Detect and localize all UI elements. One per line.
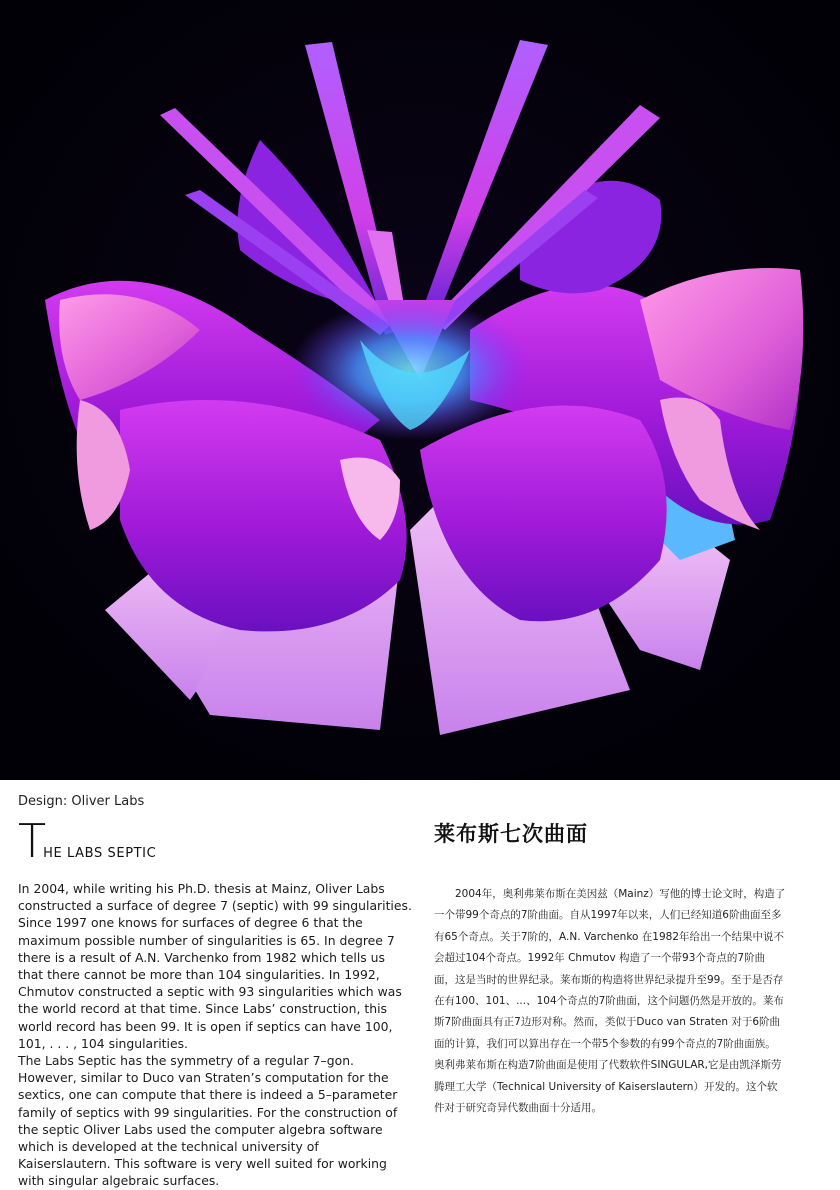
chinese-title: 莱布斯七次曲面 — [434, 822, 588, 846]
title-rest: HE LABS SEPTIC — [43, 846, 157, 861]
chinese-paragraph: 2004年，奥利弗莱布斯在美因兹（Mainz）写他的博士论文时，构造了一个带99个奇点的7阶曲面。自从1997年以来，人们已经知道6阶曲面至多有65个奇点。关于7阶的，A.N. Varchenko 在1982年给出一个结果中说不会超过104个奇点。1992年 Chmutov 构造了一个带93个奇点的7阶曲面，这是当时的世界纪录。莱布斯的构造将世界纪录提升至99。至于是否存在有100、101、...、104个奇点的7阶曲面，这个问题仍然是开放的。莱布斯7阶曲面具有正7边形对称。然而，类似于Duco van Straten 对于6阶曲面的计算，我们可以算出存在一个带5个参数的有99个奇点的7阶曲面族。奥利弗莱布斯在构造7阶曲面是使用了代数软件SINGULAR,它是由凯泽斯劳腾理工大学（Technical University of Kaiserslautern）开发的。这个软件对于研究奇异代数曲面十分适用。 — [434, 888, 786, 1115]
english-title — [18, 814, 157, 868]
title-initial: T — [18, 814, 46, 868]
chinese-body — [434, 884, 786, 1119]
english-body — [18, 880, 413, 1190]
design-credit: Design: Oliver Labs — [18, 794, 145, 809]
english-paragraph-2: The Labs Septic has the symmetry of a regular 7–gon. However, similar to Duco van Straten’s computation for the sextics, one can compute that there is indeed a 5–parameter family of septics with 99 singularities. For the construction of the septic Oliver Labs used the computer algebra software which is developed at the technical university of Kaiserslautern. This software is very well suited for working with singular algebraic surfaces. — [18, 1053, 398, 1189]
english-paragraph-1: In 2004, while writing his Ph.D. thesis at Mainz, Oliver Labs constructed a surface of degree 7 (septic) with 99 singularities. Since 1997 one knows for surfaces of degree 6 that the maximum possible number of singularities is 65. In degree 7 there is a result of A.N. Varchenko from 1982 which tells us that there cannot be more than 104 singularities. In 1992, Chmutov constructed a septic with 93 singularities which was the world record at that time. Since Labs’ construction, this world record has been 99. It is open if septics can have 100, 101, . . . , 104 singularities. — [18, 881, 412, 1051]
